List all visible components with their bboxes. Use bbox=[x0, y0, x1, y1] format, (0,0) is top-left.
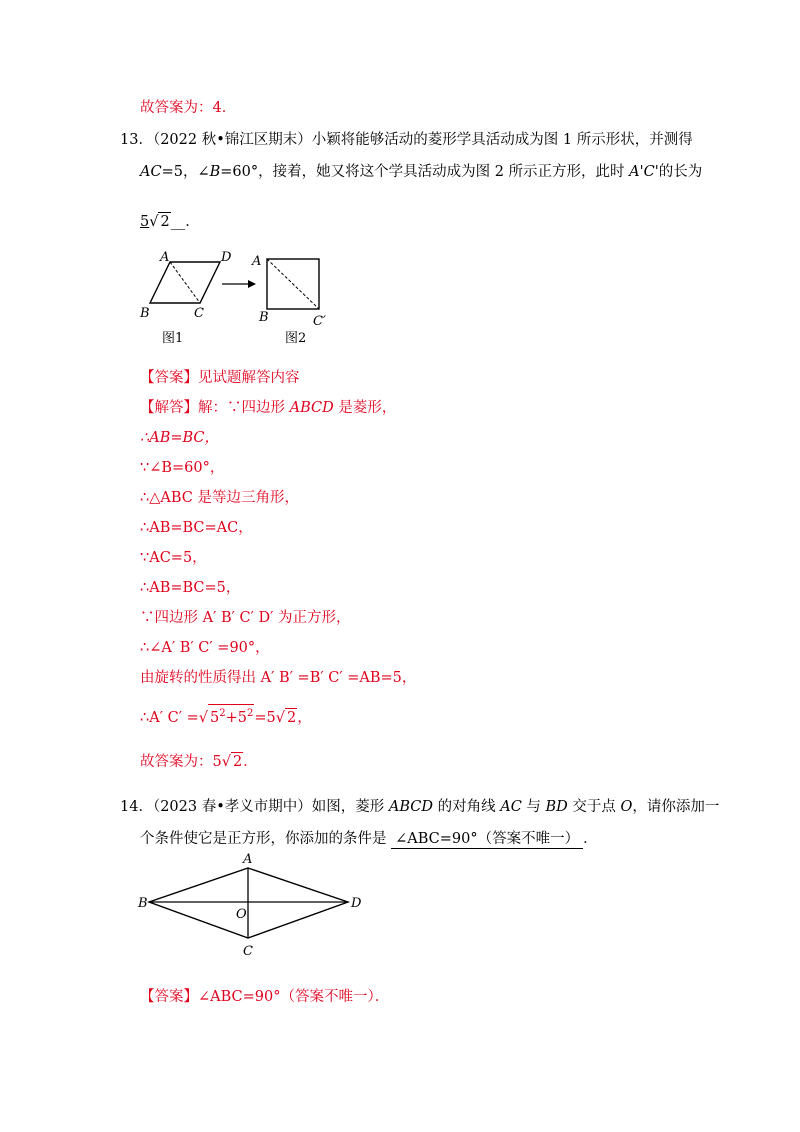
arrow-head-icon bbox=[248, 280, 256, 288]
fig2-label-b: B bbox=[259, 310, 269, 325]
q13-stem-a: 小颖将能够活动的菱形学具活动成为图 1 所示形状，并测得 bbox=[311, 132, 693, 148]
q13-answer-blank: 5√ 2__． bbox=[140, 214, 200, 230]
q14-stem-line1: 14．（2023 春•孝义市期中）如图，菱形 ABCD 的对角线 AC 与 BD 交于点 O，请你添加一 bbox=[120, 799, 720, 815]
fig2-label-c: C′ bbox=[313, 314, 326, 329]
fig2-label-a: A bbox=[252, 254, 262, 269]
q13-final-step: ∴A′ C′ =√ $5^2+5^2=5√$ 2， bbox=[140, 704, 312, 728]
previous-answer: 故答案为：4． bbox=[140, 100, 237, 116]
sqrt-symbol: √ 2 bbox=[149, 214, 170, 230]
q13-step-4: ∴AB=BC=AC， bbox=[140, 520, 253, 536]
q13-figures bbox=[130, 245, 350, 355]
q14-answer: 【答案】∠ABC=90°（答案不唯一）． bbox=[140, 989, 390, 1005]
q14-label-d: D bbox=[351, 896, 362, 911]
q13-step-9: 由旋转的性质得出 A′ B′ =B′ C′ =AB=5， bbox=[140, 670, 417, 686]
q14-label-o: O bbox=[236, 907, 247, 922]
q13-step-6: ∴AB=BC=5， bbox=[140, 580, 241, 596]
q14-number: 14． bbox=[120, 799, 153, 815]
fig1-label-b: B bbox=[140, 306, 150, 321]
q14-figure bbox=[135, 848, 375, 976]
fig1-caption: 图1 bbox=[162, 331, 184, 346]
q13-step-7: ∵四边形 A′ B′ C′ D′ 为正方形， bbox=[140, 610, 351, 626]
q13-number: 13． bbox=[120, 132, 153, 148]
q13-step-1: ∴AB=BC， bbox=[140, 430, 220, 446]
q13-stem-line2: AC=5，∠B=60°，接着，她又将这个学具活动成为图 2 所示正方形，此时 A'C'的长为 bbox=[140, 164, 703, 180]
q13-answer: 【答案】见试题解答内容 bbox=[140, 370, 300, 386]
q13-source: （2022 秋•锦江区期末） bbox=[152, 132, 312, 148]
fig2-diagonal-ac bbox=[267, 259, 319, 309]
q13-step-8: ∴∠A′ B′ C′ =90°， bbox=[140, 640, 270, 656]
q13-solution-lead: 【解答】解：∵四边形 ABCD 是菱形， bbox=[140, 400, 397, 416]
sqrt-symbol: √ 2 bbox=[221, 754, 243, 770]
q14-stem-line2: 个条件使它是正方形，你添加的条件是 ∠ABC=90°（答案不唯一） ． bbox=[140, 831, 598, 847]
fig1-label-c: C bbox=[194, 306, 204, 321]
fig2-caption: 图2 bbox=[285, 331, 307, 346]
q14-label-a: A bbox=[243, 852, 253, 867]
q13-stem-line1 bbox=[120, 130, 693, 150]
q13-conclusion: 故答案为：5√ 2． bbox=[140, 754, 258, 770]
q14-source: （2023 春•孝义市期中） bbox=[152, 799, 312, 815]
q14-answer-blank: ∠ABC=90°（答案不唯一） bbox=[391, 830, 583, 849]
sqrt-symbol: √ 2 bbox=[275, 709, 297, 726]
q14-label-b: B bbox=[138, 896, 148, 911]
fig1-label-d: D bbox=[221, 250, 232, 265]
fig1-label-a: A bbox=[160, 250, 170, 265]
q13-step-2: ∵∠B=60°， bbox=[140, 460, 225, 476]
q14-label-c: C bbox=[243, 944, 253, 959]
fig1-diagonal-ac bbox=[170, 262, 200, 303]
q13-step-5: ∵AC=5， bbox=[140, 550, 207, 566]
q13-step-3: ∴△ABC 是等边三角形， bbox=[140, 490, 299, 506]
sqrt-symbol: √ $5^2+5^2$ bbox=[199, 704, 255, 728]
